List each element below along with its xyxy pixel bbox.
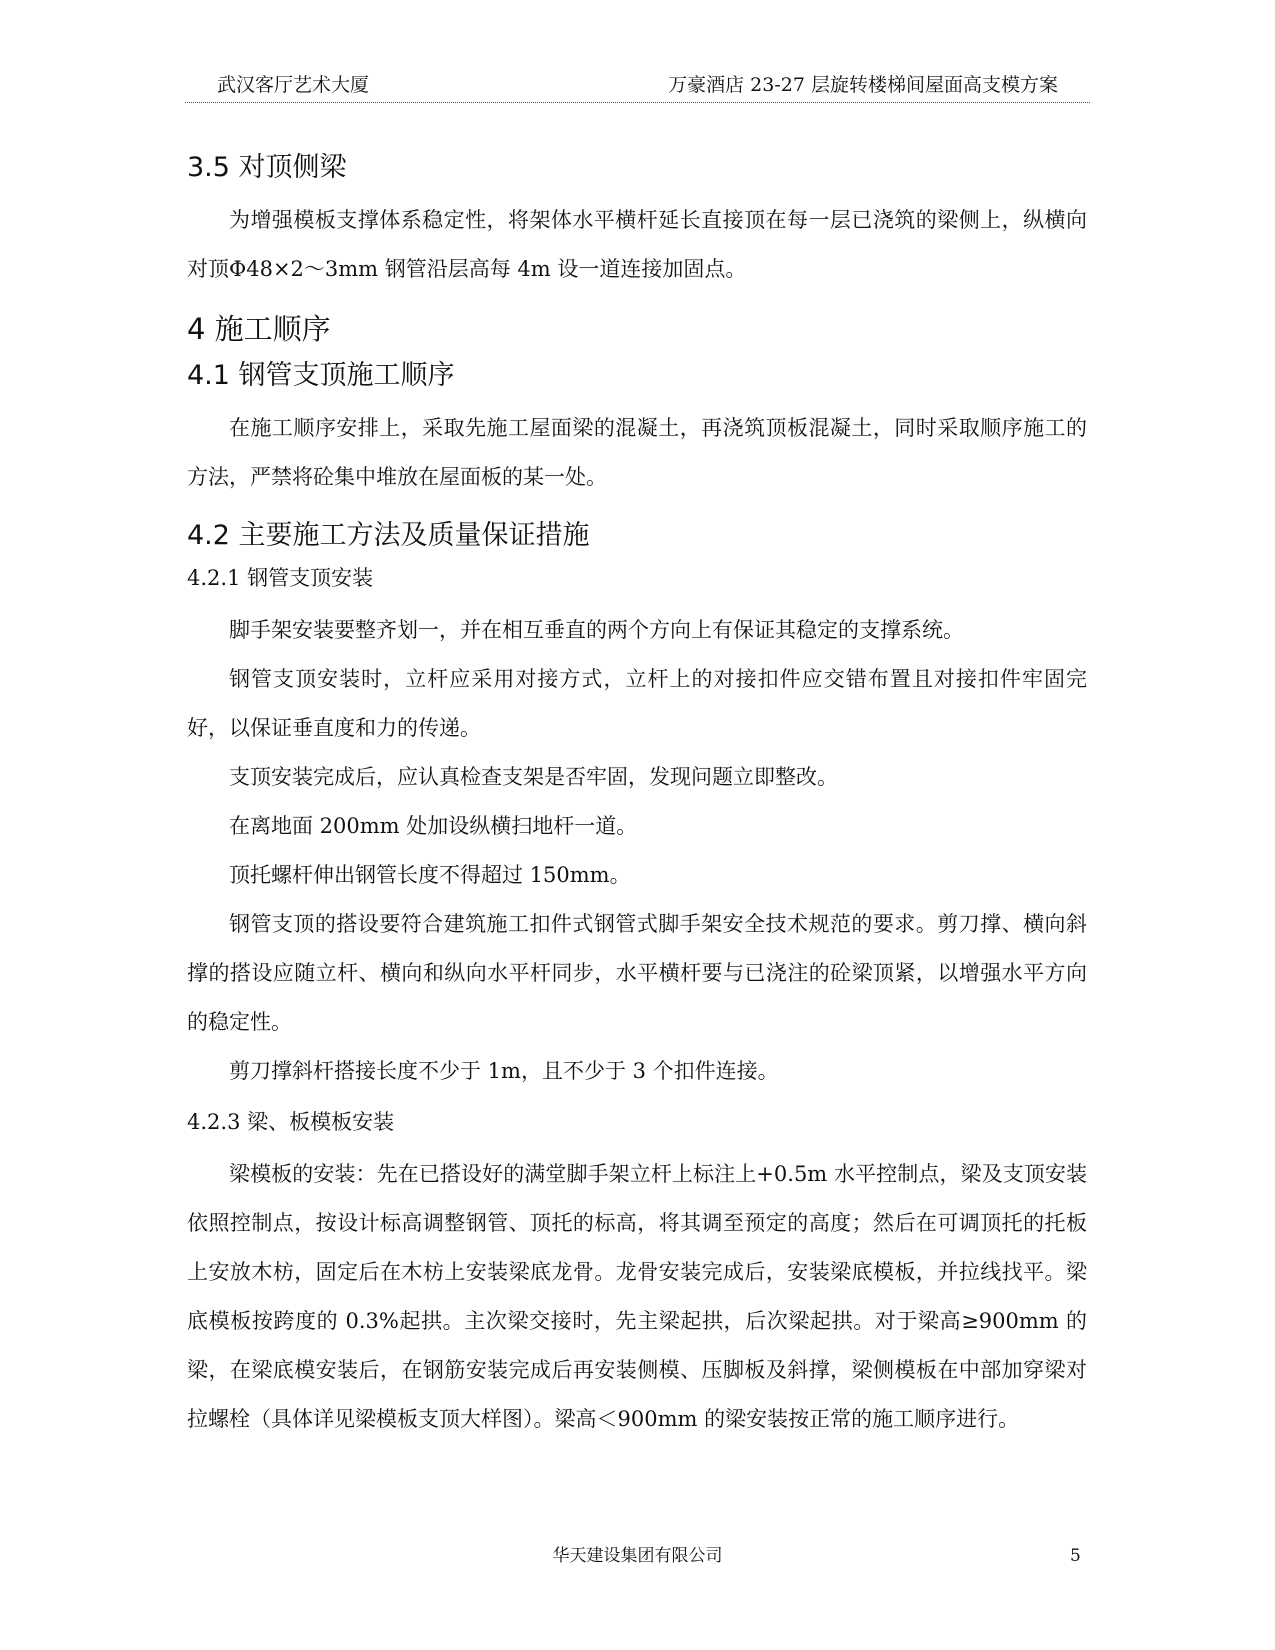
footer-company-name: 华天建设集团有限公司 — [552, 1546, 723, 1566]
header-project-name: 武汉客厅艺术大厦 — [217, 74, 370, 96]
section-3-5-paragraph-1: 为增强模板支撑体系稳定性，将架体水平横杆延长直接顶在每一层已浇筑的梁侧上，纵横向对顶Φ48×2～3mm 钢管沿层高每 4m 设一道连接加固点。 — [187, 208, 1087, 281]
section-4-1-heading: 4.1 钢管支顶施工顺序 — [187, 360, 455, 391]
section-4-2-1-paragraph-3: 支顶安装完成后，应认真检查支架是否牢固，发现问题立即整改。 — [229, 765, 838, 789]
section-4-2-heading: 4.2 主要施工方法及质量保证措施 — [187, 520, 590, 551]
section-4-2-1-paragraph-7: 剪刀撑斜杆搭接长度不少于 1m，且不少于 3 个扣件连接。 — [229, 1059, 779, 1083]
section-4-2-1-paragraph-2: 钢管支顶安装时，立杆应采用对接方式，立杆上的对接扣件应交错布置且对接扣件牢固完好，以保证垂直度和力的传递。 — [187, 667, 1087, 740]
chapter-4-heading: 4 施工顺序 — [187, 312, 331, 346]
section-4-2-3-heading: 4.2.3 梁、板模板安装 — [187, 1110, 395, 1134]
section-4-1-paragraph-1: 在施工顺序安排上，采取先施工屋面梁的混凝土，再浇筑顶板混凝土，同时采取顺序施工的方法，严禁将砼集中堆放在屋面板的某一处。 — [187, 416, 1087, 489]
page-footer — [0, 1545, 1275, 1569]
page-header — [185, 74, 1090, 103]
section-4-2-1-paragraph-5: 顶托螺杆伸出钢管长度不得超过 150mm。 — [229, 863, 631, 887]
section-4-2-1-paragraph-6: 钢管支顶的搭设要符合建筑施工扣件式钢管式脚手架安全技术规范的要求。剪刀撑、横向斜撑的搭设应随立杆、横向和纵向水平杆同步，水平横杆要与已浇注的砼梁顶紧，以增强水平方向的稳定性。 — [187, 912, 1087, 1034]
header-document-title: 万豪酒店 23-27 层旋转楼梯间屋面高支模方案 — [668, 74, 1058, 96]
section-4-2-3-paragraph-1: 梁模板的安装：先在已搭设好的满堂脚手架立杆上标注上+0.5m 水平控制点，梁及支顶安装依照控制点，按设计标高调整钢管、顶托的标高，将其调至预定的高度；然后在可调顶托的托板上安放木枋，固定后在木枋上安装梁底龙骨。龙骨安装完成后，安装梁底模板，并拉线找平。梁底模板按跨度的 0.3%起拱。主次梁交接时，先主梁起拱，后次梁起拱。对于梁高≥900mm 的梁，在梁底模安装后，在钢筋安装完成后再安装侧模、压脚板及斜撑，梁侧模板在中部加穿梁对拉螺栓（具体详见梁模板支顶大样图）。梁高＜900mm 的梁安装按正常的施工顺序进行。 — [187, 1162, 1087, 1431]
section-4-2-1-heading: 4.2.1 钢管支顶安装 — [187, 566, 374, 590]
page-number: 5 — [1070, 1546, 1081, 1566]
section-4-2-1-paragraph-4: 在离地面 200mm 处加设纵横扫地杆一道。 — [229, 814, 638, 838]
section-4-2-1-paragraph-1: 脚手架安装要整齐划一，并在相互垂直的两个方向上有保证其稳定的支撑系统。 — [229, 618, 964, 642]
section-3-5-heading: 3.5 对顶侧梁 — [187, 152, 347, 183]
document-body — [187, 150, 1087, 1444]
